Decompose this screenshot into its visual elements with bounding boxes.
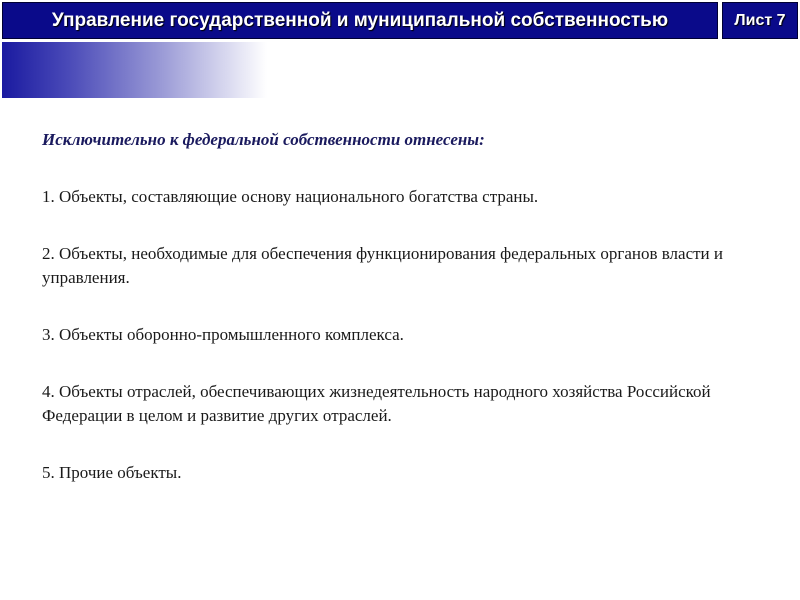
content-heading: Исключительно к федеральной собственности отнесены: [42, 130, 485, 149]
list-item: 4. Объекты отраслей, обеспечивающих жизнедеятельность народного хозяйства Российской Федерации в целом и развитие других отраслей. [42, 382, 711, 425]
list-item: 3. Объекты оборонно-промышленного комплекса. [42, 325, 404, 344]
list-item: 5. Прочие объекты. [42, 463, 182, 482]
list-item: 1. Объекты, составляющие основу национального богатства страны. [42, 187, 539, 206]
slide-content [42, 128, 762, 518]
sheet-number: Лист 7 [734, 11, 786, 29]
sheet-number-box [722, 2, 798, 39]
title-bar [2, 2, 718, 39]
slide-title: Управление государственной и муниципальной собственностью [51, 9, 669, 31]
list-item: 2. Объекты, необходимые для обеспечения функционирования федеральных органов власти и управления. [42, 244, 724, 287]
decorative-gradient-band [2, 42, 267, 98]
